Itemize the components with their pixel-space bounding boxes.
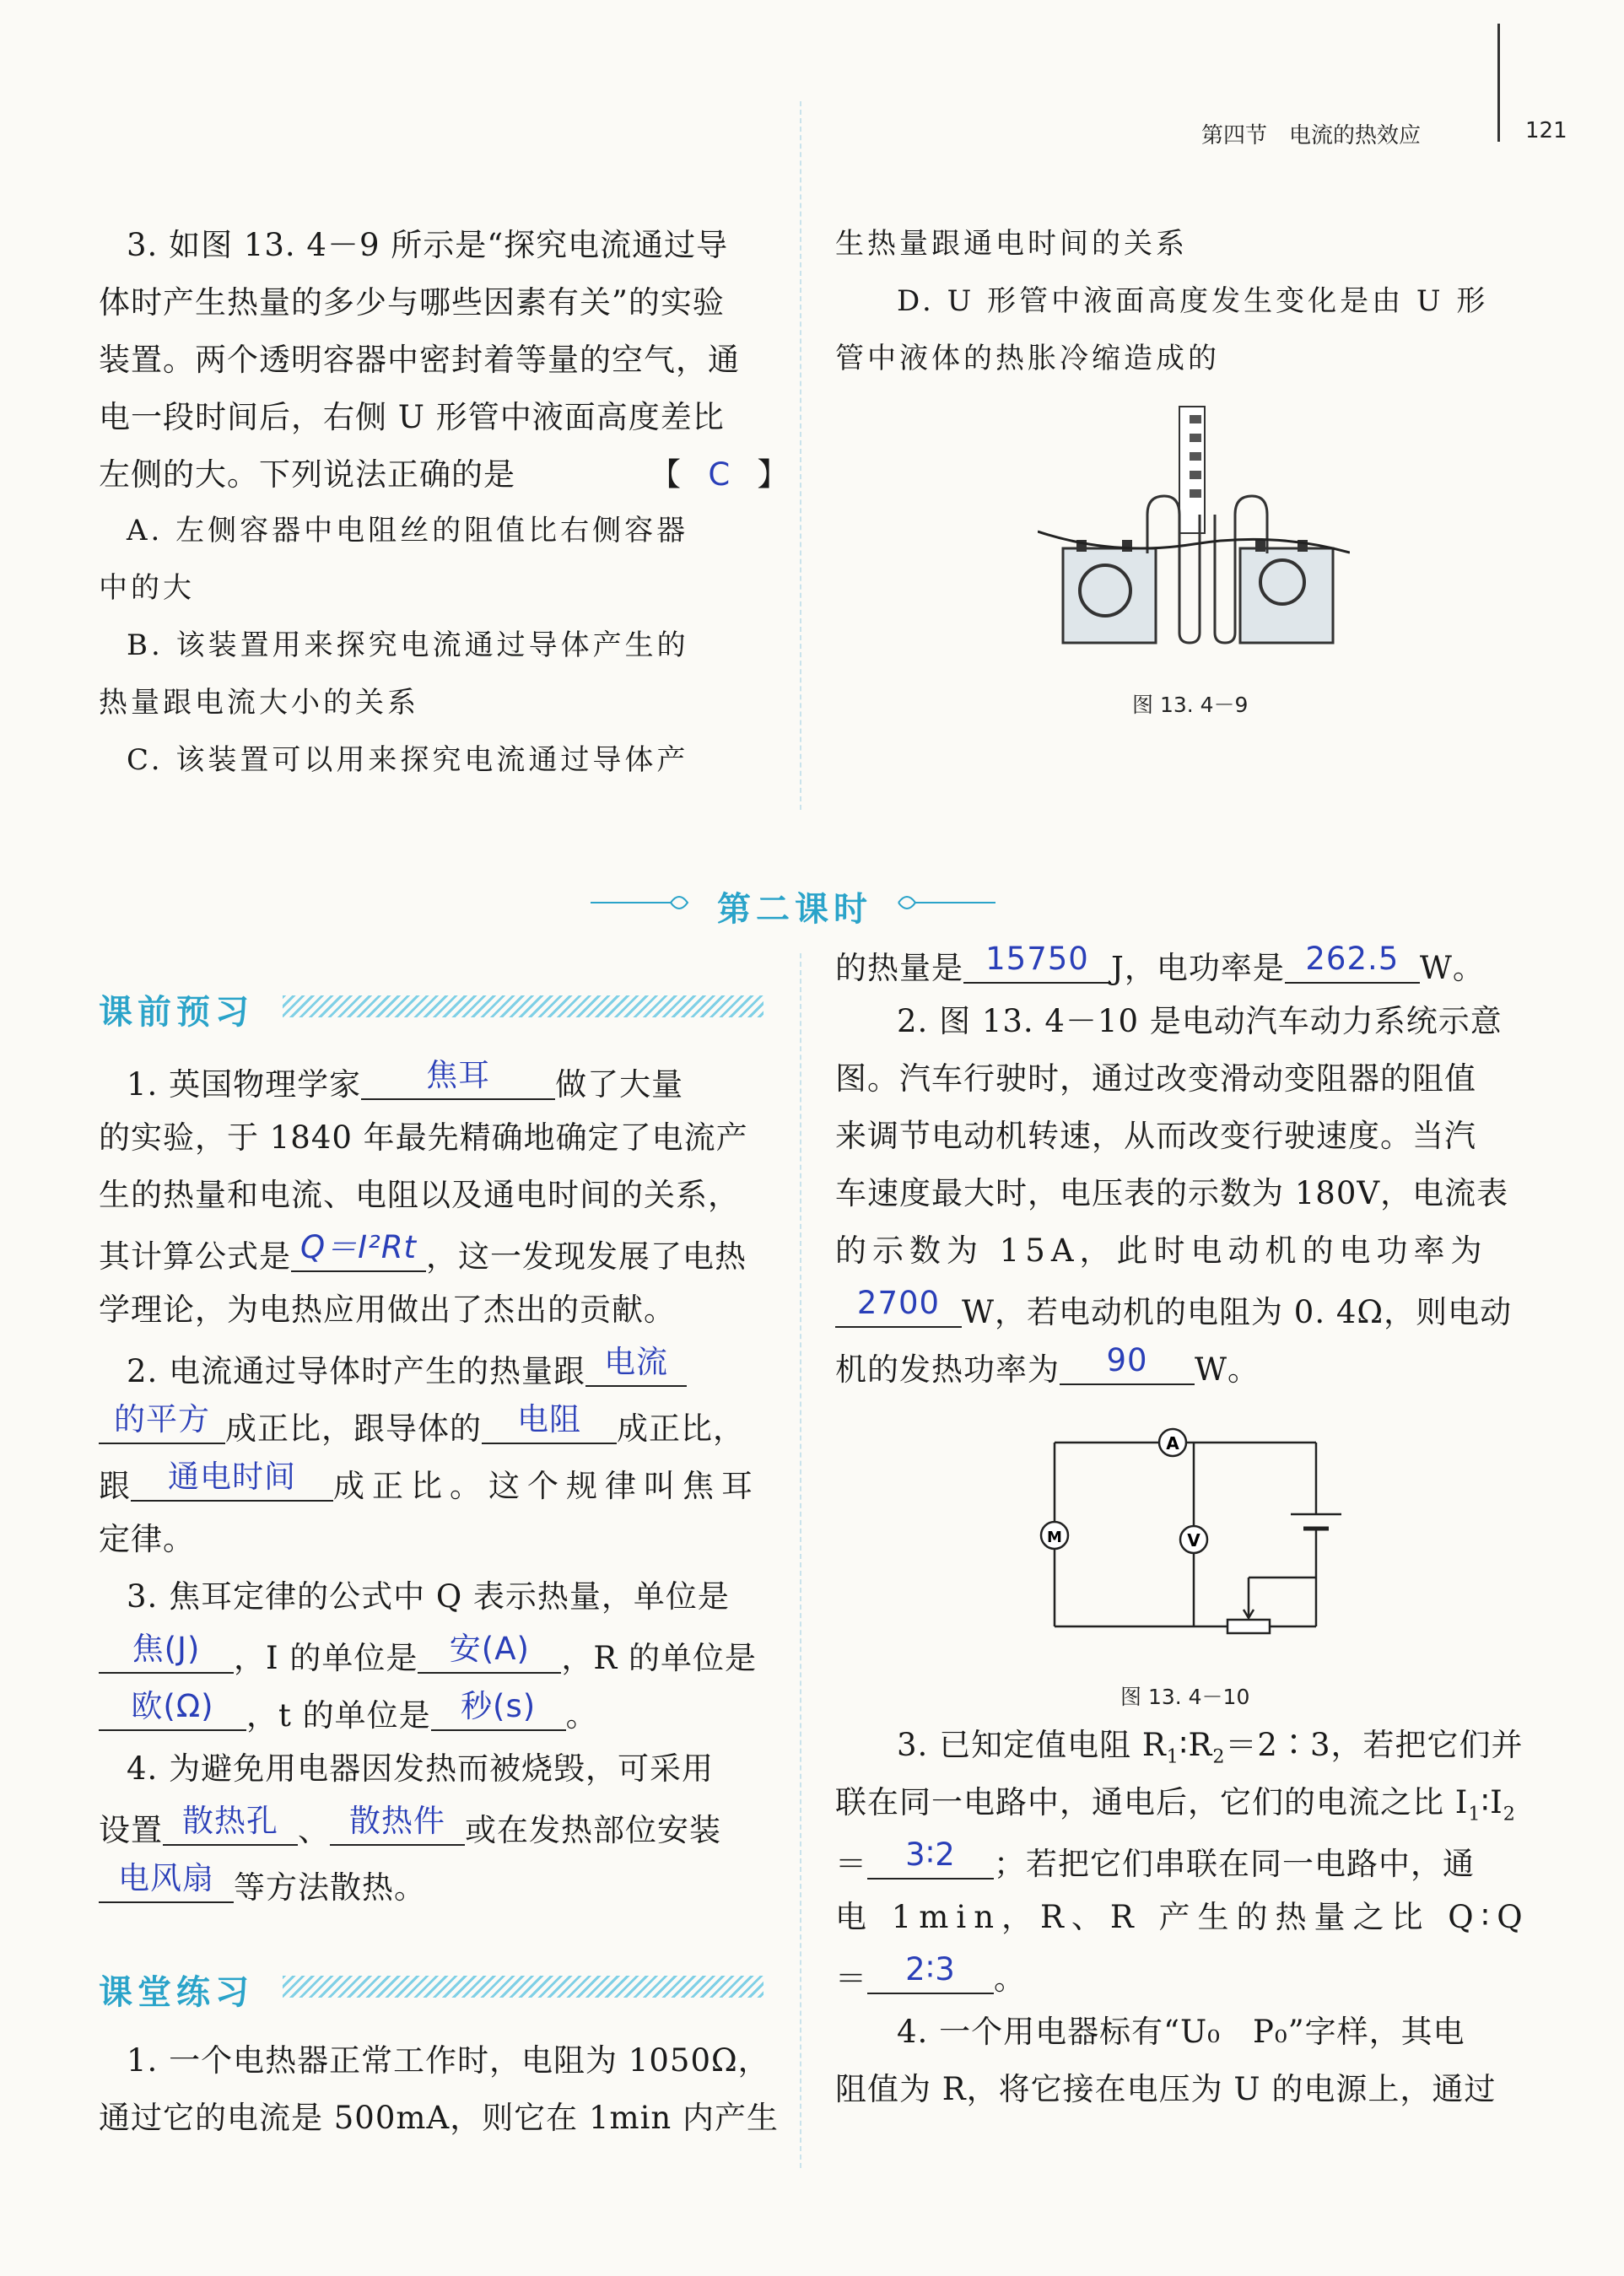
text: 做了大量: [555, 1066, 684, 1103]
preview-2-line-2: [99, 1401, 745, 1447]
practice-2-line-6: [835, 1285, 1513, 1330]
practice-3-line-3: [835, 1836, 1475, 1882]
bracket-close: 】: [757, 456, 790, 493]
answer-heatsink: 散热件: [349, 1803, 445, 1839]
text: ；若把它们串联在同一电路中，通: [994, 1846, 1475, 1882]
header-rule: [1497, 24, 1500, 142]
ammeter-label: A: [1166, 1433, 1179, 1454]
preview-2-line-1: [127, 1344, 687, 1389]
answer-squared: 的平方: [114, 1401, 210, 1437]
preview-title: 课前预习: [99, 993, 254, 1032]
preview-3-line-2: [99, 1631, 758, 1676]
answer-fan: 电风扇: [118, 1860, 214, 1896]
q3-option-c-2: 生热量跟通电时间的关系: [835, 227, 1188, 261]
text: J，电功率是: [1111, 950, 1285, 986]
text: 的热量是: [835, 950, 963, 986]
preview-1-line-1: [127, 1057, 684, 1103]
text: W。: [1195, 1351, 1260, 1388]
text: 等方法散热。: [234, 1869, 426, 1906]
practice-title-hatch: [283, 1976, 763, 1998]
text: 、: [298, 1812, 330, 1848]
column-divider-top: [800, 101, 801, 810]
practice-title: 课堂练习: [99, 1973, 254, 2012]
text: 。: [565, 1697, 598, 1734]
preview-1-line-5: 学理论，为电热应用做出了杰出的贡献。: [99, 1292, 676, 1328]
answer-formula: Q＝I²Rt: [299, 1229, 418, 1265]
preview-3-line-3: [99, 1688, 598, 1734]
q3-option-d-1: D. U 形管中液面高度发生变化是由 U 形: [897, 284, 1489, 318]
preview-1-line-3: 生的热量和电流、电阻以及通电时间的关系，: [99, 1177, 740, 1213]
q3-option-d-2: 管中液体的热胀冷缩造成的: [835, 342, 1220, 375]
practice-2-line-4: 车速度最大时，电压表的示数为 180V，电流表: [835, 1175, 1509, 1211]
text: 2. 电流通过导体时产生的热量跟: [127, 1353, 586, 1389]
q3-option-b-2: 热量跟电流大小的关系: [99, 686, 419, 720]
practice-3-line-4: 电 1min，R、R 产生的热量之比 Q∶Q: [835, 1899, 1530, 1935]
answer-resistance: 电阻: [517, 1401, 581, 1437]
text: 设置: [99, 1812, 163, 1848]
text: ＝2∶3，若把它们并: [1225, 1727, 1524, 1763]
q3-answer: C: [708, 456, 731, 493]
text: 机的发热功率为: [835, 1351, 1060, 1388]
practice-1-line-3: [835, 941, 1485, 986]
figure-13-4-9-caption: 图 13. 4－9: [1132, 693, 1249, 717]
lesson-title: 第二课时: [717, 890, 872, 929]
answer-unit-ohm: 欧(Ω): [131, 1688, 214, 1724]
figure-13-4-10-caption: 图 13. 4－10: [1120, 1685, 1250, 1709]
text: 或在发热部位安装: [465, 1812, 721, 1848]
answer-heat-ratio: 2∶3: [905, 1951, 956, 1987]
practice-2-line-3: 来调节电动机转速，从而改变行驶速度。当汽: [835, 1118, 1476, 1154]
text: 联在同一电路中，通电后，它们的电流之比 I: [835, 1784, 1469, 1820]
preview-1-line-4: [99, 1229, 747, 1275]
answer-motor-power: 2700: [856, 1285, 941, 1321]
text: 1. 英国物理学家: [127, 1066, 362, 1103]
practice-2-line-1: 2. 图 13. 4－10 是电动汽车动力系统示意: [897, 1003, 1503, 1039]
preview-4-line-2: [99, 1803, 721, 1848]
answer-unit-ampere: 安(A): [449, 1631, 530, 1667]
preview-title-hatch: [283, 995, 763, 1017]
practice-3-line-5: [835, 1951, 1026, 1997]
text: ，R 的单位是: [561, 1640, 758, 1676]
answer-time: 通电时间: [168, 1459, 296, 1495]
practice-3-line-1: 3. 已知定值电阻 $R_1∶R_2=2∶3$，若把它们并: [897, 1727, 1524, 1768]
q3-option-b-1: B. 该装置用来探究电流通过导体产生的: [127, 628, 689, 662]
q3-line-4: 电一段时间后，右侧 U 形管中液面高度差比: [99, 399, 725, 435]
text: ＝: [835, 1960, 867, 1997]
q3-option-a-1: A. 左侧容器中电阻丝的阻值比右侧容器: [127, 514, 689, 547]
preview-2-line-4: 定律。: [99, 1521, 195, 1557]
text: ∶R: [1179, 1727, 1213, 1763]
q3-line-3: 装置。两个透明容器中密封着等量的空气，通: [99, 342, 740, 378]
practice-1-line-2: 通过它的电流是 500mA，则它在 1min 内产生: [99, 2100, 779, 2136]
preview-4-line-3: [99, 1860, 426, 1906]
figure-13-4-9: [1038, 396, 1350, 650]
preview-3-line-1: 3. 焦耳定律的公式中 Q 表示热量，单位是: [127, 1578, 730, 1615]
figure-13-4-10: [1038, 1417, 1350, 1637]
answer-heat-power: 90: [1106, 1342, 1148, 1378]
q3-option-a-2: 中的大: [99, 571, 195, 605]
q3-stem-end: 左侧的大。下列说法正确的是: [99, 456, 515, 493]
text: 跟: [99, 1468, 131, 1504]
voltmeter-label: V: [1187, 1530, 1200, 1551]
text: 。: [994, 1960, 1026, 1997]
q3-line-5: [99, 456, 515, 493]
practice-2-line-2: 图。汽车行驶时，通过改变滑动变阻器的阻值: [835, 1060, 1476, 1097]
bracket-open: 【: [650, 456, 682, 493]
answer-current-ratio: 3∶2: [905, 1836, 956, 1873]
text: ，t 的单位是: [246, 1697, 431, 1734]
text: ＝: [835, 1846, 867, 1882]
answer-current: 电流: [604, 1344, 669, 1380]
preview-2-line-3: [99, 1459, 760, 1504]
practice-3-line-2: 联在同一电路中，通电后，它们的电流之比 $I_1∶I_2$: [835, 1784, 1516, 1826]
page-number: 121: [1525, 118, 1567, 143]
answer-vent: 散热孔: [182, 1803, 278, 1839]
answer-heat: 15750: [985, 941, 1089, 977]
text: 3. 已知定值电阻 R: [897, 1727, 1167, 1763]
q3-option-c-1: C. 该装置可以用来探究电流通过导体产: [127, 743, 689, 777]
answer-unit-second: 秒(s): [461, 1688, 537, 1724]
answer-unit-joule: 焦(J): [132, 1631, 201, 1667]
text: W。: [1419, 950, 1485, 986]
answer-joule: 焦耳: [426, 1057, 491, 1093]
text: ，I 的单位是: [234, 1640, 418, 1676]
text: 成正比，: [617, 1410, 745, 1447]
section-title: 第四节 电流的热效应: [1201, 123, 1422, 148]
practice-1-line-1: 1. 一个电热器正常工作时，电阻为 1050Ω，: [127, 2042, 770, 2079]
text: 其计算公式是: [99, 1238, 291, 1275]
text: 成正比。这个规律叫焦耳: [333, 1468, 760, 1504]
preview-4-line-1: 4. 为避免用电器因发热而被烧毁，可采用: [127, 1750, 715, 1787]
practice-2-line-7: [835, 1342, 1260, 1388]
q3-answer-bracket: [650, 456, 790, 493]
motor-label: M: [1047, 1529, 1062, 1546]
column-divider-bottom: [800, 953, 801, 2168]
practice-4-line-2: 阻值为 R，将它接在电压为 U 的电源上，通过: [835, 2071, 1497, 2107]
text: W，若电动机的电阻为 0. 4Ω，则电动: [962, 1294, 1513, 1330]
q3-line-2: 体时产生热量的多少与哪些因素有关”的实验: [99, 284, 725, 321]
q3-line-1: 3. 如图 13. 4－9 所示是“探究电流通过导: [127, 227, 729, 263]
text: 成正比，跟导体的: [225, 1410, 482, 1447]
text: ，这一发现发展了电热: [426, 1238, 747, 1275]
practice-4-line-1: 4. 一个用电器标有“U₀ P₀”字样，其电: [897, 2014, 1465, 2050]
preview-1-line-2: 的实验，于 1840 年最先精确地确定了电流产: [99, 1119, 748, 1156]
answer-power: 262.5: [1305, 941, 1400, 977]
practice-2-line-5: 的示数为 15A，此时电动机的电功率为: [835, 1232, 1488, 1269]
